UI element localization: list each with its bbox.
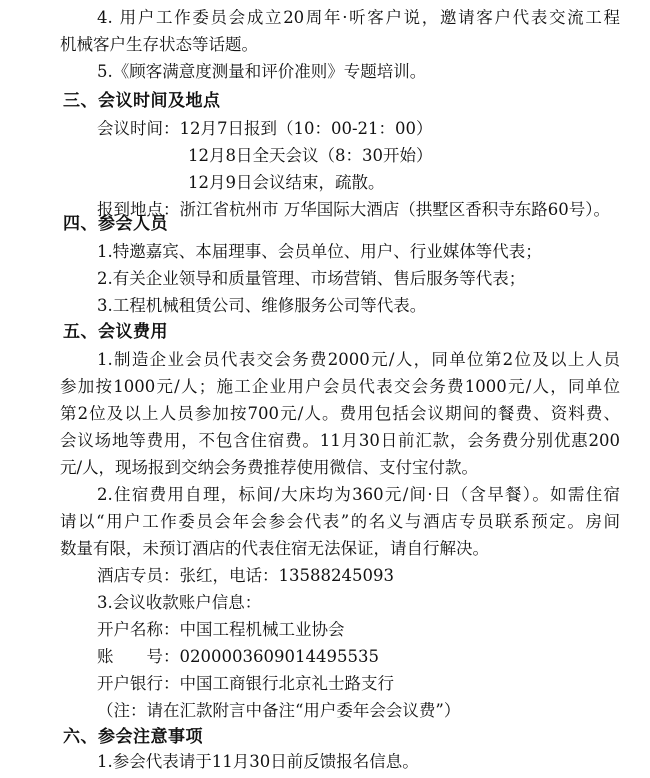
meeting-time-line-3: 12月9日会议结束，疏散。: [188, 173, 385, 192]
hotel-line-1: 2.住宿费用自理，标间/大床均为360元/间·日（含早餐）。如需住宿: [97, 485, 620, 504]
remittance-note: （注：请在汇款附言中备注“用户委年会会议费”）: [97, 701, 461, 720]
meeting-time-line-1: 会议时间：12月7日报到（10：00-21：00）: [97, 119, 433, 138]
hotel-line-2: 请以“用户工作委员会年会参会代表”的名义与酒店专员联系预定。房间: [60, 512, 620, 531]
attendee-item-2: 2.有关企业领导和质量管理、市场营销、售后服务等代表；: [97, 269, 526, 288]
fee-line-4: 会议场地等费用，不包含住宿费。11月30日前汇款，会务费分别优惠200: [60, 431, 620, 450]
section-5-heading: 五、会议费用: [63, 322, 168, 342]
section-3-heading: 三、会议时间及地点: [63, 91, 221, 111]
attendee-item-3: 3.工程机械租赁公司、维修服务公司等代表。: [97, 296, 427, 315]
meeting-location: 报到地点：浙江省杭州市 万华国际大酒店（拱墅区香积寺东路60号）。: [97, 200, 610, 219]
hotel-line-3: 数量有限，未预订酒店的代表住宿无法保证，请自行解决。: [60, 539, 489, 558]
account-title: 3.会议收款账户信息：: [97, 593, 262, 612]
item-5: 5.《顾客满意度测量和评价准则》专题培训。: [97, 62, 427, 81]
section-6-heading: 六、参会注意事项: [63, 727, 203, 747]
item-4-line-2: 机械客户生存状态等话题。: [60, 35, 258, 54]
section-4-heading: 四、参会人员: [63, 214, 168, 234]
account-number: 账 号：0200003609014495535: [97, 647, 379, 666]
fee-line-3: 第2位及以上人员参加按700元/人。费用包括会议期间的餐费、资料费、: [60, 404, 620, 423]
item-4-line-1: 4. 用户工作委员会成立20周年·听客户说，邀请客户代表交流工程: [97, 8, 620, 27]
attendee-item-1: 1.特邀嘉宾、本届理事、会员单位、用户、行业媒体等代表；: [97, 242, 542, 261]
notice-item-1: 1.参会代表请于11月30日前反馈报名信息。: [97, 752, 419, 771]
account-bank: 开户银行：中国工商银行北京礼士路支行: [97, 674, 394, 693]
fee-line-1: 1.制造企业会员代表交会务费2000元/人，同单位第2位及以上人员: [97, 350, 620, 369]
account-name: 开户名称：中国工程机械工业协会: [97, 620, 345, 639]
fee-line-5: 元/人，现场报到交纳会务费推荐使用微信、支付宝付款。: [60, 458, 479, 477]
hotel-contact: 酒店专员：张红，电话：13588245093: [97, 566, 394, 585]
fee-line-2: 参加按1000元/人；施工企业用户会员代表交会务费1000元/人，同单位: [60, 377, 620, 396]
meeting-time-line-2: 12月8日全天会议（8：30开始）: [188, 146, 433, 165]
